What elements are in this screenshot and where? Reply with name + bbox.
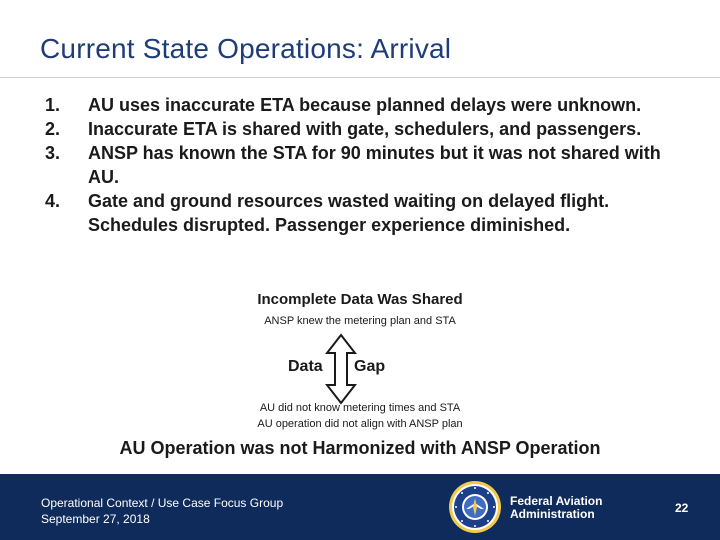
au-note-metering: AU did not know metering times and STA	[259, 402, 461, 414]
agency-name-line1: Federal Aviation	[510, 494, 603, 508]
list-item	[45, 189, 685, 237]
au-note-alignment: AU operation did not align with ANSP plan	[257, 418, 463, 430]
list-item-text: ANSP has known the STA for 90 minutes but it was not shared with AU.	[88, 143, 661, 187]
footer-event-name: Operational Context / Use Case Focus Group	[41, 496, 284, 510]
slide-title: Current State Operations: Arrival	[40, 33, 452, 64]
agency-name	[510, 495, 602, 521]
footer-date: September 27, 2018	[41, 512, 150, 526]
arrival-issues-list	[45, 93, 685, 237]
list-item-number: 3.	[45, 143, 61, 163]
list-item-text: AU uses inaccurate ETA because planned delays were unknown.	[88, 95, 642, 115]
title-divider	[0, 77, 720, 78]
footer-event-info	[41, 495, 283, 527]
list-item	[45, 93, 685, 117]
faa-seal-icon	[448, 480, 502, 534]
footer-bar	[0, 474, 720, 540]
agency-name-line2: Administration	[510, 507, 595, 521]
double-arrow-icon	[325, 333, 357, 405]
gap-label: Gap	[354, 358, 386, 375]
conclusion-heading: AU Operation was not Harmonized with ANSP Operation	[119, 438, 601, 458]
list-item	[45, 117, 685, 141]
list-item	[45, 141, 685, 189]
page-number: 22	[675, 501, 689, 515]
data-label: Data	[288, 358, 323, 375]
ansp-note: ANSP knew the metering plan and STA	[264, 315, 456, 327]
list-item-number: 1.	[45, 95, 61, 115]
list-item-number: 4.	[45, 191, 61, 211]
list-item-number: 2.	[45, 119, 61, 139]
list-item-text: Gate and ground resources wasted waiting on delayed flight. Schedules disrupted. Passenger experience diminished.	[88, 191, 610, 235]
incomplete-data-heading: Incomplete Data Was Shared	[257, 291, 463, 308]
list-item-text: Inaccurate ETA is shared with gate, schedulers, and passengers.	[88, 119, 642, 139]
